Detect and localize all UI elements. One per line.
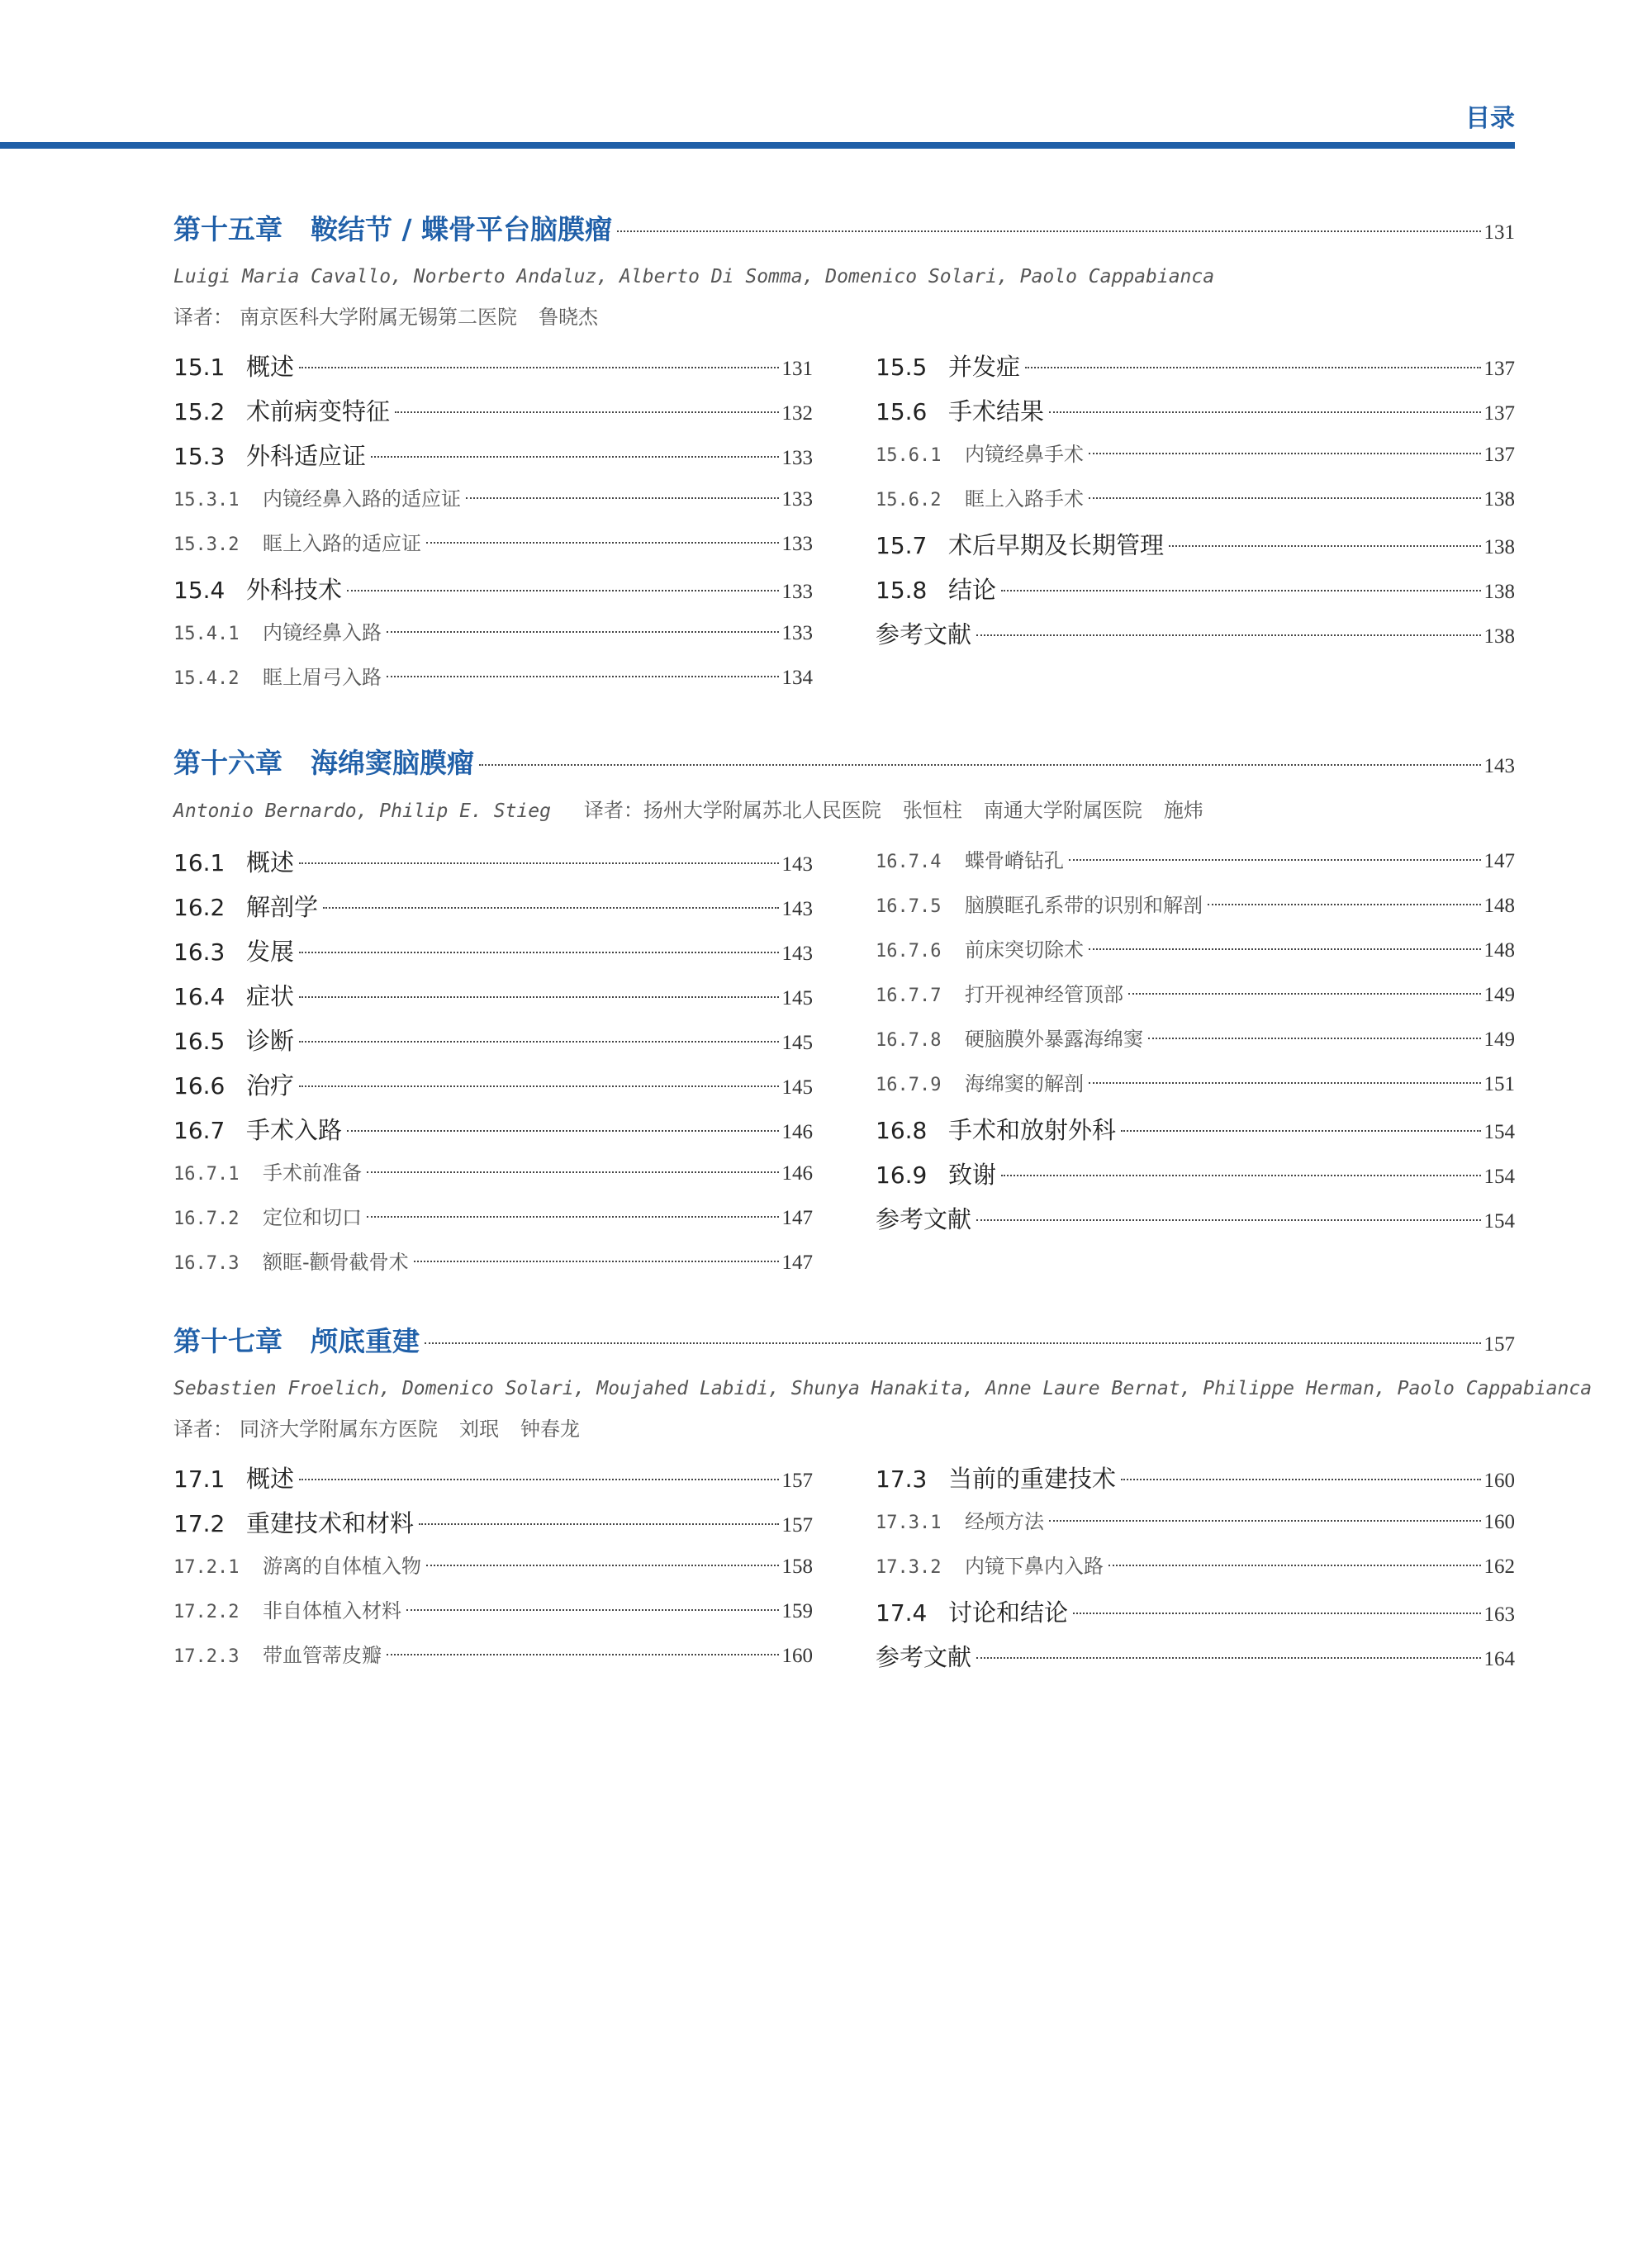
toc-subentry[interactable] xyxy=(173,1550,813,1594)
section-title: 当前的重建技术 xyxy=(948,1465,1117,1493)
chapter-17 xyxy=(173,1320,1593,1684)
leader-dots xyxy=(299,1085,778,1087)
subsection-title: 内镜经鼻入路的适应证 xyxy=(263,487,461,511)
chapter-15 xyxy=(173,208,1515,705)
subsection-page: 138 xyxy=(1483,488,1515,511)
section-number: 16.5 xyxy=(173,1028,225,1055)
section-title: 讨论和结论 xyxy=(948,1598,1069,1627)
toc-entry[interactable] xyxy=(876,1594,1515,1639)
subsection-title: 手术前准备 xyxy=(263,1161,362,1185)
section-page: 138 xyxy=(1483,536,1515,558)
section-number: 17.1 xyxy=(173,1465,225,1493)
leader-dots xyxy=(1108,1565,1481,1566)
subsection-title: 游离的自体植入物 xyxy=(263,1555,421,1578)
toc-subentry[interactable] xyxy=(173,661,813,705)
chapter-page: 131 xyxy=(1483,221,1515,244)
subsection-title: 蝶骨嵴钻孔 xyxy=(965,849,1064,872)
references-title: 参考文献 xyxy=(876,1643,972,1671)
subsection-page: 147 xyxy=(1483,850,1515,872)
section-title: 致谢 xyxy=(948,1161,997,1189)
leader-dots xyxy=(406,1609,779,1611)
leader-dots xyxy=(426,542,779,544)
translator-label: 译者： xyxy=(583,799,643,822)
leader-dots xyxy=(367,1171,779,1173)
subsection-title: 带血管蒂皮瓣 xyxy=(263,1644,382,1667)
section-page: 145 xyxy=(781,1076,813,1099)
chapter-title: 颅底重建 xyxy=(311,1325,420,1357)
subsection-number: 17.3.1 xyxy=(876,1513,942,1533)
chapter-title: 海绵窦脑膜瘤 xyxy=(311,747,474,779)
subsection-number: 17.2.2 xyxy=(173,1602,240,1622)
toc-entry[interactable] xyxy=(173,1461,813,1505)
section-number: 15.8 xyxy=(876,577,928,604)
leader-dots xyxy=(1049,1520,1481,1522)
toc-subentry[interactable] xyxy=(173,1157,813,1201)
leader-dots xyxy=(1121,1479,1480,1480)
leader-dots xyxy=(425,1342,1481,1344)
toc-references[interactable] xyxy=(876,1201,1515,1246)
toc-subentry[interactable] xyxy=(876,978,1515,1023)
section-page: 143 xyxy=(781,898,813,920)
section-number: 16.9 xyxy=(876,1161,928,1189)
leader-dots xyxy=(1169,545,1480,547)
subsection-number: 16.7.1 xyxy=(173,1164,240,1185)
toc-right-column xyxy=(876,1461,1515,1684)
leader-dots xyxy=(387,676,779,677)
toc-references[interactable] xyxy=(876,1639,1515,1684)
leader-dots xyxy=(414,1261,779,1262)
toc-entry[interactable] xyxy=(173,978,813,1023)
leader-dots xyxy=(1089,497,1481,499)
section-page: 133 xyxy=(781,447,813,469)
leader-dots xyxy=(299,1041,778,1043)
section-page: 154 xyxy=(1483,1166,1515,1188)
leader-dots xyxy=(1148,1038,1481,1039)
section-number: 15.7 xyxy=(876,532,928,559)
subsection-page: 133 xyxy=(781,488,813,511)
toc-entry[interactable] xyxy=(876,1112,1515,1157)
toc-entry[interactable] xyxy=(173,1112,813,1157)
subsection-number: 16.7.2 xyxy=(173,1209,240,1229)
section-page: 160 xyxy=(1483,1470,1515,1492)
section-number: 16.6 xyxy=(173,1072,225,1100)
subsection-page: 147 xyxy=(781,1207,813,1229)
toc-right-column xyxy=(876,844,1515,1290)
subsection-title: 海绵窦的解剖 xyxy=(965,1072,1084,1095)
leader-dots xyxy=(426,1565,779,1566)
references-page: 138 xyxy=(1483,625,1515,648)
subsection-page: 160 xyxy=(1483,1511,1515,1533)
toc-subentry[interactable] xyxy=(876,1067,1515,1112)
toc-entry[interactable] xyxy=(876,572,1515,616)
translator-person: 钟春龙 xyxy=(520,1418,580,1441)
toc-columns xyxy=(173,1461,1515,1684)
subsection-number: 15.6.2 xyxy=(876,490,942,511)
subsection-number: 15.4.2 xyxy=(173,668,240,689)
chapter-number: 第十六章 xyxy=(173,747,282,779)
section-number: 15.6 xyxy=(876,398,928,425)
subsection-page: 149 xyxy=(1483,984,1515,1006)
leader-dots xyxy=(299,367,778,368)
section-title: 术前病变特征 xyxy=(246,397,391,425)
section-page: 157 xyxy=(781,1470,813,1492)
subsection-page: 133 xyxy=(781,533,813,555)
chapter-heading[interactable] xyxy=(173,742,1515,791)
section-page: 145 xyxy=(781,987,813,1009)
section-number: 15.5 xyxy=(876,354,928,381)
leader-dots xyxy=(1001,590,1480,591)
leader-dots xyxy=(1089,453,1481,454)
leader-dots xyxy=(299,996,778,998)
translator-person: 张恒柱 xyxy=(902,799,962,822)
leader-dots xyxy=(976,634,1480,636)
leader-dots xyxy=(976,1657,1480,1659)
toc-subentry[interactable] xyxy=(173,616,813,661)
section-title: 外科适应证 xyxy=(246,442,367,470)
section-page: 143 xyxy=(781,853,813,876)
toc-subentry[interactable] xyxy=(173,482,813,527)
section-title: 术后早期及长期管理 xyxy=(948,531,1165,559)
leader-dots xyxy=(1073,1613,1480,1614)
subsection-number: 16.7.5 xyxy=(876,896,942,917)
page-header-title: 目录 xyxy=(1465,104,1515,133)
chapter-authors: Antonio Bernardo, Philip E. Stieg xyxy=(173,800,551,822)
toc-subentry[interactable] xyxy=(876,933,1515,978)
translator-person: 施炜 xyxy=(1163,799,1203,822)
subsection-number: 17.2.1 xyxy=(173,1557,240,1578)
section-number: 16.4 xyxy=(173,983,225,1010)
subsection-title: 硬脑膜外暴露海绵窦 xyxy=(965,1028,1143,1051)
subsection-title: 眶上入路的适应证 xyxy=(263,532,421,555)
chapter-page: 143 xyxy=(1483,755,1515,777)
subsection-title: 内镜经鼻入路 xyxy=(263,621,382,644)
toc-entry[interactable] xyxy=(876,527,1515,572)
section-title: 重建技术和材料 xyxy=(246,1509,415,1537)
leader-dots xyxy=(387,631,779,633)
subsection-page: 159 xyxy=(781,1600,813,1622)
section-title: 手术入路 xyxy=(246,1116,343,1144)
leader-dots xyxy=(347,590,778,591)
section-number: 15.2 xyxy=(173,398,225,425)
subsection-title: 额眶-颧骨截骨术 xyxy=(263,1251,409,1274)
subsection-title: 眶上入路手术 xyxy=(965,487,1084,511)
leader-dots xyxy=(1128,993,1481,995)
toc-subentry[interactable] xyxy=(173,1594,813,1639)
leader-dots xyxy=(1049,411,1480,413)
subsection-page: 147 xyxy=(781,1252,813,1274)
toc-left-column xyxy=(173,844,813,1290)
section-page: 157 xyxy=(781,1514,813,1537)
subsection-title: 内镜下鼻内入路 xyxy=(965,1555,1104,1578)
translator-person: 刘珉 xyxy=(459,1418,499,1441)
subsection-page: 151 xyxy=(1483,1073,1515,1095)
toc-entry[interactable] xyxy=(173,889,813,933)
toc-subentry[interactable] xyxy=(876,844,1515,889)
toc-entry[interactable] xyxy=(173,349,813,393)
leader-dots xyxy=(1089,1082,1481,1084)
chapter-authors: Luigi Maria Cavallo, Norberto Andaluz, Alberto Di Somma, Domenico Solari, Paolo Cappabianca xyxy=(173,266,1215,287)
subsection-number: 16.7.4 xyxy=(876,852,942,872)
section-title: 解剖学 xyxy=(246,893,319,921)
toc-references[interactable] xyxy=(876,616,1515,661)
leader-dots xyxy=(299,1479,778,1480)
section-title: 症状 xyxy=(246,982,295,1010)
leader-dots xyxy=(1121,1130,1480,1132)
toc-entry[interactable] xyxy=(173,933,813,978)
subsection-title: 非自体植入材料 xyxy=(263,1599,401,1622)
leader-dots xyxy=(299,862,778,864)
references-title: 参考文献 xyxy=(876,620,972,648)
header-rule xyxy=(0,142,1515,149)
section-page: 137 xyxy=(1483,402,1515,425)
toc-entry[interactable] xyxy=(173,844,813,889)
toc-subentry[interactable] xyxy=(876,889,1515,933)
section-page: 137 xyxy=(1483,358,1515,380)
subsection-title: 眶上眉弓入路 xyxy=(263,666,382,689)
chapter-authors: Sebastien Froelich, Domenico Solari, Moujahed Labidi, Shunya Hanakita, Anne Laure Bernat, Philippe Herman, Paolo Cappabianca xyxy=(173,1378,1593,1399)
toc-entry[interactable] xyxy=(876,349,1515,393)
chapter-heading[interactable] xyxy=(173,208,1515,258)
translator-org: 南京医科大学附属无锡第二医院 xyxy=(240,306,517,329)
chapter-number: 第十五章 xyxy=(173,213,282,245)
chapter-16 xyxy=(173,742,1515,1290)
subsection-title: 脑膜眶孔系带的识别和解剖 xyxy=(965,894,1203,917)
translator-org: 南通大学附属医院 xyxy=(983,799,1142,822)
leader-dots xyxy=(1001,1175,1480,1176)
section-number: 17.3 xyxy=(876,1465,928,1493)
chapter-title: 鞍结节 / 蝶骨平台脑膜瘤 xyxy=(311,213,613,245)
translator-label: 译者： xyxy=(173,306,233,329)
subsection-number: 16.7.3 xyxy=(173,1253,240,1274)
toc-subentry[interactable] xyxy=(876,438,1515,482)
subsection-number: 15.4.1 xyxy=(173,624,240,644)
toc-subentry[interactable] xyxy=(876,1550,1515,1594)
subsection-page: 148 xyxy=(1483,895,1515,917)
leader-dots xyxy=(466,497,779,499)
section-number: 16.7 xyxy=(173,1117,225,1144)
section-page: 163 xyxy=(1483,1603,1515,1626)
toc-entry[interactable] xyxy=(173,438,813,482)
section-number: 17.2 xyxy=(173,1510,225,1537)
subsection-page: 162 xyxy=(1483,1556,1515,1578)
subsection-page: 148 xyxy=(1483,939,1515,962)
translator-label: 译者： xyxy=(173,1418,233,1441)
section-title: 概述 xyxy=(246,353,295,381)
leader-dots xyxy=(1069,859,1481,861)
section-page: 154 xyxy=(1483,1121,1515,1143)
subsection-number: 16.7.9 xyxy=(876,1075,942,1095)
section-title: 并发症 xyxy=(948,353,1021,381)
leader-dots xyxy=(371,456,778,458)
subsection-title: 前床突切除术 xyxy=(965,938,1084,962)
toc-entry[interactable] xyxy=(173,1067,813,1112)
toc-left-column xyxy=(173,1461,813,1684)
subsection-number: 15.3.1 xyxy=(173,490,240,511)
toc-columns xyxy=(173,844,1515,1290)
subsection-title: 内镜经鼻手术 xyxy=(965,443,1084,466)
toc-entry[interactable] xyxy=(173,1505,813,1550)
toc-subentry[interactable] xyxy=(876,1023,1515,1067)
chapter-translators xyxy=(173,296,1515,339)
leader-dots xyxy=(323,907,778,909)
section-title: 诊断 xyxy=(246,1027,295,1055)
subsection-page: 133 xyxy=(781,622,813,644)
toc-subentry[interactable] xyxy=(173,1246,813,1290)
references-title: 参考文献 xyxy=(876,1205,972,1233)
leader-dots xyxy=(1089,948,1481,950)
toc-entry[interactable] xyxy=(876,393,1515,438)
leader-dots xyxy=(1208,904,1481,905)
subsection-number: 16.7.6 xyxy=(876,941,942,962)
section-number: 16.2 xyxy=(173,894,225,921)
section-title: 概述 xyxy=(246,1465,295,1493)
toc-right-column xyxy=(876,349,1515,705)
section-page: 146 xyxy=(781,1121,813,1143)
section-page: 132 xyxy=(781,402,813,425)
leader-dots xyxy=(1025,367,1480,368)
section-title: 外科技术 xyxy=(246,576,343,604)
section-number: 16.3 xyxy=(173,938,225,966)
chapter-number: 第十七章 xyxy=(173,1325,282,1357)
leader-dots xyxy=(479,764,1481,766)
toc-subentry[interactable] xyxy=(173,1639,813,1684)
toc-entry[interactable] xyxy=(876,1157,1515,1201)
translator-org: 扬州大学附属苏北人民医院 xyxy=(643,799,881,822)
toc-entry[interactable] xyxy=(173,1023,813,1067)
leader-dots xyxy=(617,230,1480,232)
section-number: 15.1 xyxy=(173,354,225,381)
leader-dots xyxy=(395,411,778,413)
section-title: 手术和放射外科 xyxy=(948,1116,1117,1144)
section-number: 15.4 xyxy=(173,577,225,604)
leader-dots xyxy=(367,1216,779,1218)
subsection-number: 17.2.3 xyxy=(173,1646,240,1667)
subsection-number: 16.7.8 xyxy=(876,1030,942,1051)
section-page: 143 xyxy=(781,943,813,965)
leader-dots xyxy=(419,1523,778,1525)
leader-dots xyxy=(299,952,778,953)
subsection-page: 149 xyxy=(1483,1028,1515,1051)
section-page: 145 xyxy=(781,1032,813,1054)
translator-person: 鲁晓杰 xyxy=(539,306,598,329)
subsection-number: 16.7.7 xyxy=(876,986,942,1006)
section-title: 手术结果 xyxy=(948,397,1045,425)
section-title: 概述 xyxy=(246,848,295,876)
section-number: 17.4 xyxy=(876,1599,928,1627)
section-title: 治疗 xyxy=(246,1071,295,1100)
chapter-authors-and-translators xyxy=(173,791,1515,829)
subsection-number: 15.3.2 xyxy=(173,534,240,555)
subsection-title: 打开视神经管顶部 xyxy=(965,983,1123,1006)
chapter-page: 157 xyxy=(1483,1333,1515,1356)
toc-subentry[interactable] xyxy=(173,1201,813,1246)
translator-org: 同济大学附属东方医院 xyxy=(240,1418,438,1441)
subsection-title: 经颅方法 xyxy=(965,1510,1044,1533)
leader-dots xyxy=(976,1219,1480,1221)
section-page: 131 xyxy=(781,358,813,380)
toc-columns xyxy=(173,349,1515,705)
section-page: 138 xyxy=(1483,581,1515,603)
subsection-page: 146 xyxy=(781,1162,813,1185)
leader-dots xyxy=(387,1654,779,1655)
toc-entry[interactable] xyxy=(173,393,813,438)
section-title: 发展 xyxy=(246,938,295,966)
section-number: 16.1 xyxy=(173,849,225,876)
leader-dots xyxy=(347,1130,778,1132)
chapter-heading[interactable] xyxy=(173,1320,1515,1370)
section-number: 15.3 xyxy=(173,443,225,470)
subsection-title: 定位和切口 xyxy=(263,1206,362,1229)
toc-subentry[interactable] xyxy=(173,527,813,572)
references-page: 154 xyxy=(1483,1210,1515,1233)
subsection-page: 134 xyxy=(781,667,813,689)
subsection-page: 158 xyxy=(781,1556,813,1578)
subsection-page: 137 xyxy=(1483,444,1515,466)
section-number: 16.8 xyxy=(876,1117,928,1144)
toc-subentry[interactable] xyxy=(876,482,1515,527)
subsection-number: 15.6.1 xyxy=(876,445,942,466)
chapter-translators xyxy=(173,1408,1515,1451)
toc-left-column xyxy=(173,349,813,705)
references-page: 164 xyxy=(1483,1648,1515,1670)
section-title: 结论 xyxy=(948,576,997,604)
subsection-page: 160 xyxy=(781,1645,813,1667)
section-page: 133 xyxy=(781,581,813,603)
toc-entry[interactable] xyxy=(173,572,813,616)
toc-subentry[interactable] xyxy=(876,1505,1515,1550)
toc-entry[interactable] xyxy=(876,1461,1515,1505)
subsection-number: 17.3.2 xyxy=(876,1557,942,1578)
